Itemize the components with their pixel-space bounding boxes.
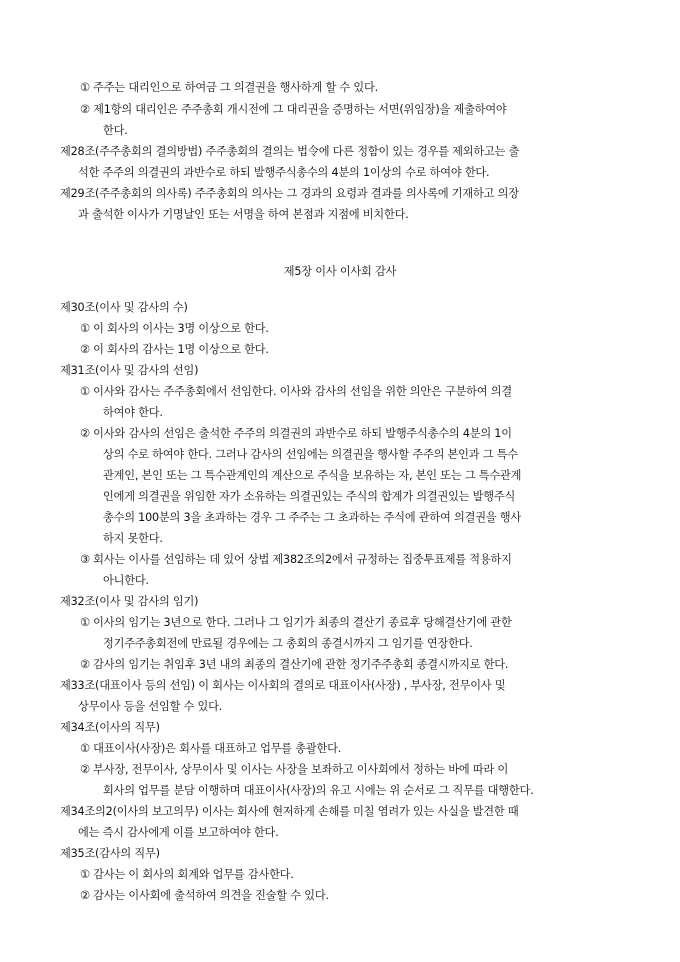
clause-item: ① 이사와 감사는 주주총회에서 선임한다. 이사와 감사의 선임을 위한 의안은 구분하여 의결 bbox=[80, 385, 512, 398]
article-28: 제28조(주주총회의 결의방법) 주주총회의 결의는 법令에 다른 정함이 있는 경우를 제외하고는 출 bbox=[60, 145, 520, 158]
clause-item: ③ 회사는 이사를 선임하는 데 있어 상법 제382조의2에서 규정하는 집중투표제를 적용하지 bbox=[80, 553, 512, 566]
clause-item-continued: 아니한다. bbox=[103, 574, 149, 587]
article-33: 제33조(대표이사 등의 선임) 이 회사는 이사회의 결의로 대표이사(사장) , 부사장, 전무이사 및 bbox=[60, 679, 506, 692]
clause-item-continued: 하지 못한다. bbox=[103, 532, 163, 545]
article-30: 제30조(이사 및 감사의 수) bbox=[60, 301, 188, 314]
article-31: 제31조(이사 및 감사의 선임) bbox=[60, 364, 199, 377]
clause-item: ① 감사는 이 회사의 회계와 업무를 감사한다. bbox=[80, 868, 294, 881]
chapter-title: 제5장 이사 이사회 감사 bbox=[283, 265, 397, 278]
clause-item: ① 대표이사(사장)은 회사를 대표하고 업무를 총괄한다. bbox=[80, 742, 342, 755]
clause-item: ② 제1항의 대리인은 주주총회 개시전에 그 대리권을 증명하는 서면(위임장)을 제출하여야 bbox=[80, 103, 507, 116]
clause-item-continued: 상의 수로 하여야 한다. 그러나 감사의 선임에는 의결권을 행사할 주주의 본인과 그 특수 bbox=[103, 448, 518, 461]
clause-item-continued: 하여야 한다. bbox=[103, 406, 163, 419]
article-32: 제32조(이사 및 감사의 임기) bbox=[60, 595, 199, 608]
clause-item-continued: 회사의 업무를 분담 이행하며 대표이사(사장)의 유고 시에는 위 순서로 그 직무를 대행한다. bbox=[103, 784, 534, 797]
clause-item-continued: 관계인, 본인 또는 그 특수관계인의 계산으로 주식을 보유하는 자, 본인 또는 그 특수관계 bbox=[103, 469, 522, 482]
article-34: 제34조(이사의 직무) bbox=[60, 721, 160, 734]
clause-item: ① 이 회사의 이사는 3명 이상으로 한다. bbox=[80, 322, 269, 335]
clause-item: ① 주주는 대리인으로 하여금 그 의결권을 행사하게 할 수 있다. bbox=[80, 81, 378, 94]
clause-item-continued: 총수의 100분의 3을 초과하는 경우 그 주주는 그 초과하는 주식에 관하여 의결권을 행사 bbox=[103, 511, 521, 524]
article-continued: 석한 주주의 의결권의 과반수로 하되 발행주식총수의 4분의 1이상의 수로 하여야 한다. bbox=[78, 166, 490, 179]
clause-item: ② 감사의 임기는 취임후 3년 내의 최종의 결산기에 관한 정기주주총회 종결시까지로 한다. bbox=[80, 658, 509, 671]
clause-item: ② 이사와 감사의 선임은 출석한 주주의 의결권의 과반수로 하되 발행주식총수의 4분의 1이 bbox=[80, 427, 512, 440]
article-continued: 에는 즉시 감사에게 이를 보고하여야 한다. bbox=[78, 826, 279, 839]
clause-item: ② 부사장, 전무이사, 상무이사 및 이사는 사장을 보좌하고 이사회에서 정하는 바에 따라 이 bbox=[80, 763, 509, 776]
clause-item-continued: 정기주주총회전에 만료될 경우에는 그 총회의 종결시까지 그 임기를 연장한다. bbox=[103, 637, 473, 650]
article-35: 제35조(감사의 직무) bbox=[60, 847, 160, 860]
clause-item: ② 이 회사의 감사는 1명 이상으로 한다. bbox=[80, 343, 269, 356]
article-continued: 과 출석한 이사가 기명날인 또는 서명을 하여 본점과 지점에 비치한다. bbox=[78, 208, 409, 221]
clause-item-continued: 한다. bbox=[103, 124, 128, 137]
article-continued: 상무이사 등을 선임할 수 있다. bbox=[78, 700, 223, 713]
clause-item-continued: 인에게 의결권을 위임한 자가 소유하는 의결권있는 주식의 합계가 의결권있는 발행주식 bbox=[103, 490, 516, 503]
article-29: 제29조(주주총회의 의사록) 주주총회의 의사는 그 경과의 요령과 결과를 의사록에 기재하고 의장 bbox=[60, 187, 519, 200]
clause-item: ② 감사는 이사회에 출석하여 의견을 진술할 수 있다. bbox=[80, 889, 329, 902]
clause-item: ① 이사의 임기는 3년으로 한다. 그러나 그 임기가 최종의 결산기 종료후 당해결산기에 관한 bbox=[80, 616, 512, 629]
article-34-2: 제34조의2(이사의 보고의무) 이사는 회사에 현저하게 손해를 미칠 염려가 있는 사실을 발견한 때 bbox=[60, 805, 519, 818]
